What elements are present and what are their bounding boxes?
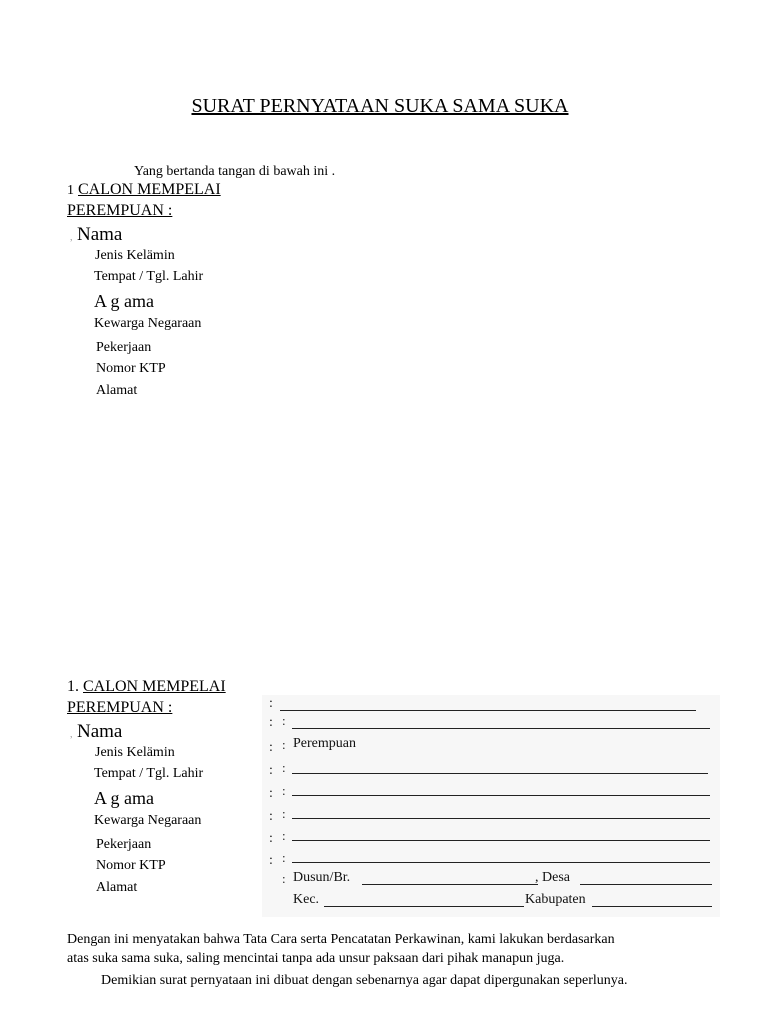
scanned-form-image	[262, 695, 720, 917]
colon-mark: :	[269, 715, 273, 730]
blank-line-pekerjaan	[292, 840, 710, 841]
scan-mark: ,	[70, 729, 73, 740]
section2-heading	[67, 678, 226, 696]
section1-label-nomor-ktp: Nomor KTP	[96, 361, 166, 376]
blank-line-jenis-kelamin	[292, 728, 710, 729]
section1-label-agama: A g ama	[94, 291, 154, 311]
blank-line-kabupaten	[592, 906, 712, 907]
label-desa: , Desa	[535, 870, 570, 885]
statement-line-1: Dengan ini menyatakan bahwa Tata Cara serta Pencatatan Perkawinan, kami lakukan berdasarkan	[67, 932, 615, 947]
colon-mark: :	[282, 737, 286, 752]
section2-number: 1.	[67, 678, 79, 695]
colon-mark: :	[269, 740, 273, 755]
blank-line-kewarganegaraan	[292, 818, 710, 819]
section1-heading	[67, 181, 221, 199]
colon-mark: :	[282, 828, 286, 843]
colon-mark: :	[269, 831, 273, 846]
colon-mark: :	[269, 763, 273, 778]
section2-heading-line1: CALON MEMPELAI	[83, 678, 226, 695]
section1-number: 1	[67, 183, 74, 198]
label-kabupaten: Kabupaten	[525, 892, 586, 907]
section1-heading-line2: PEREMPUAN :	[67, 202, 173, 219]
section1-heading-line1: CALON MEMPELAI	[78, 181, 221, 198]
statement-line-2: atas suka sama suka, saling mencintai tanpa ada unsur paksaan dari pihak manapun juga.	[67, 951, 565, 966]
section2-label-tempat-tgl-lahir: Tempat / Tgl. Lahir	[94, 766, 204, 781]
document-title: SURAT PERNYATAAN SUKA SAMA SUKA	[191, 95, 569, 117]
colon-mark: :	[282, 806, 286, 821]
colon-mark: :	[269, 696, 273, 711]
colon-mark: :	[282, 760, 286, 775]
section1-label-alamat: Alamat	[96, 383, 138, 398]
section2-label-pekerjaan: Pekerjaan	[96, 837, 152, 852]
blank-line-kec	[324, 906, 524, 907]
colon-mark: :	[282, 850, 286, 865]
section2-label-kewarganegaraan: Kewarga Negaraan	[94, 813, 202, 828]
colon-mark: :	[269, 786, 273, 801]
section2-label-alamat: Alamat	[96, 880, 138, 895]
section1-label-nama: Nama	[77, 224, 123, 245]
colon-mark: :	[269, 809, 273, 824]
blank-line-desa	[580, 884, 712, 885]
section1-label-pekerjaan: Pekerjaan	[96, 340, 152, 355]
section1-label-jenis-kelamin: Jenis Kelämin	[95, 248, 175, 263]
label-dusun: Dusun/Br.	[293, 870, 351, 885]
section2-label-nomor-ktp: Nomor KTP	[96, 858, 166, 873]
section2-label-agama: A g ama	[94, 788, 154, 808]
blank-line-tempat-tgl-lahir	[292, 773, 708, 774]
blank-line-nama	[280, 710, 696, 711]
scan-mark: ,	[70, 232, 73, 243]
closing-statement: Demikian surat pernyataan ini dibuat dengan sebenarnya agar dapat dipergunakan seperlunya.	[101, 973, 628, 988]
colon-mark: :	[282, 783, 286, 798]
section2-label-nama: Nama	[77, 721, 123, 742]
intro-text: Yang bertanda tangan di bawah ini .	[134, 164, 336, 179]
blank-line-dusun	[362, 884, 538, 885]
blank-line-agama	[292, 795, 710, 796]
value-jenis-kelamin: Perempuan	[293, 736, 356, 751]
colon-mark: :	[282, 871, 286, 886]
colon-mark: :	[282, 713, 286, 728]
label-kec: Kec.	[293, 892, 320, 907]
section1-label-kewarganegaraan: Kewarga Negaraan	[94, 316, 202, 331]
colon-mark: :	[269, 853, 273, 868]
blank-line-nomor-ktp	[292, 862, 710, 863]
section2-heading-line2: PEREMPUAN :	[67, 699, 173, 716]
section2-label-jenis-kelamin: Jenis Kelämin	[95, 745, 175, 760]
section1-label-tempat-tgl-lahir: Tempat / Tgl. Lahir	[94, 269, 204, 284]
